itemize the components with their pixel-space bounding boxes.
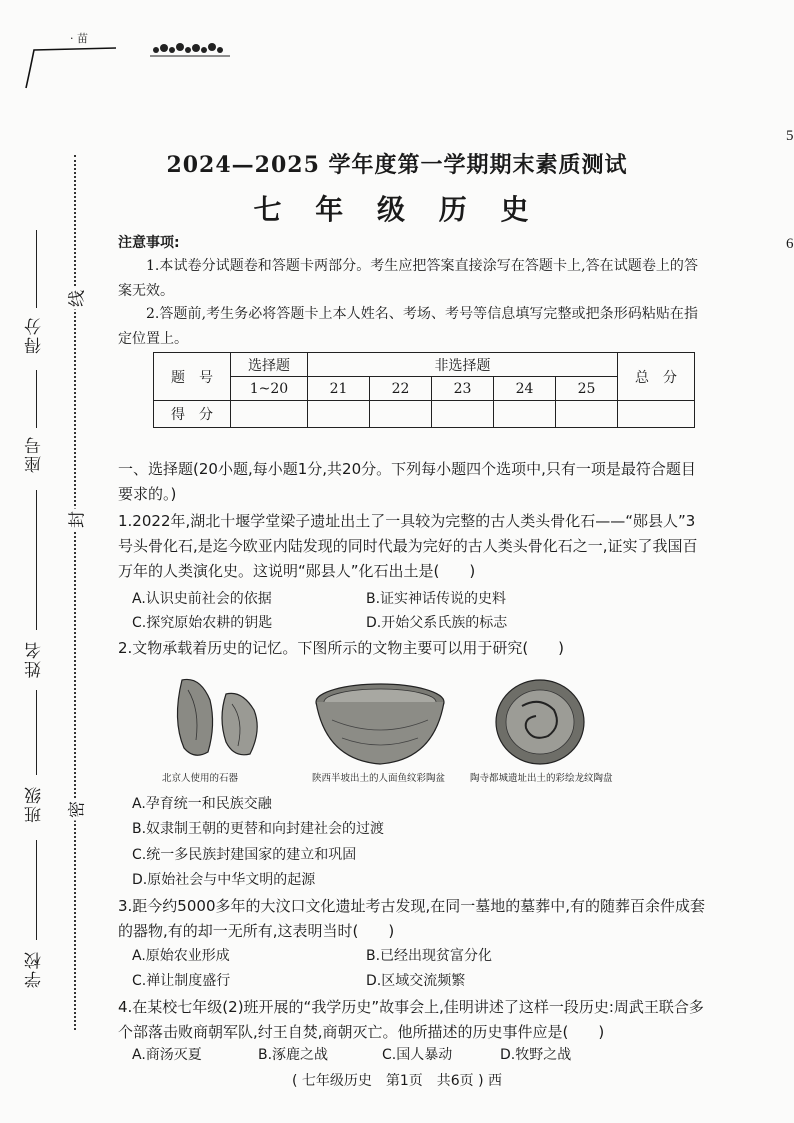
score-table xyxy=(153,352,695,428)
table-qnum-25: 25 xyxy=(556,377,618,401)
notice-item-2: 2.答题前,考生务必将答题卡上本人姓名、考场、考号等信息填写完整或把条形码粘贴在指定位置上。 xyxy=(118,306,698,347)
section-heading: 一、选择题(20小题,每小题1分,共20分。下列每小题四个选项中,只有一项是最符合题目要求的。) xyxy=(118,460,696,503)
field-seat-line xyxy=(36,370,37,428)
score-cell-total[interactable] xyxy=(618,401,695,428)
field-seat-label: 座号 xyxy=(25,435,45,473)
field-class-label: 班级 xyxy=(25,785,45,823)
question-1-stem: 1.2022年,湖北十堰学堂梁子遗址出土了一具较为完整的古人类头骨化石——“郧县人”3号头骨化石,是迄今欧亚内陆发现的同时代最为完好的古人类头骨化石之一,证实了我国百万年的人类演化史。这说明“郧县人”化石出土是( ) xyxy=(118,512,698,580)
flower-border-decoration xyxy=(150,38,230,60)
field-score-line xyxy=(36,230,37,308)
q3-option-b[interactable]: B.已经出现贫富分化 xyxy=(366,948,493,964)
q1-option-c[interactable]: C.探究原始农耕的钥匙 xyxy=(132,615,273,631)
seal-char-line: 线 xyxy=(63,288,88,310)
table-qnum-21: 21 xyxy=(308,377,370,401)
seal-char-secret: 密 xyxy=(63,799,88,821)
q4-option-d[interactable]: D.牧野之战 xyxy=(500,1047,572,1063)
dragon-plate-image xyxy=(492,676,588,768)
q1-option-d[interactable]: D.开始父系氏族的标志 xyxy=(366,615,508,631)
q3-option-d[interactable]: D.区域交流频繁 xyxy=(366,973,466,989)
table-qnum-23: 23 xyxy=(432,377,494,401)
table-choice-header: 选择题 xyxy=(231,353,308,377)
field-class-line xyxy=(36,690,37,775)
score-cell-23[interactable] xyxy=(432,401,494,428)
score-cell-choice[interactable] xyxy=(231,401,308,428)
table-label-score: 得 分 xyxy=(154,401,231,428)
q2-caption-3: 陶寺都城遗址出土的彩绘龙纹陶盘 xyxy=(470,773,613,784)
question-3-stem: 3.距今约5000多年的大汶口文化遗址考古发现,在同一墓地的墓葬中,有的随葬百余件成套的器物,有的却一无所有,这表明当时( ) xyxy=(118,897,706,940)
field-name-label: 姓名 xyxy=(25,640,45,678)
exam-title: 2024—2025 学年度第一学期期末素质测试 xyxy=(166,152,628,178)
edge-number-bottom: 6 xyxy=(786,236,794,252)
q4-option-b[interactable]: B.涿鹿之战 xyxy=(258,1047,329,1063)
field-name-line xyxy=(36,490,37,630)
q2-caption-1: 北京人使用的石器 xyxy=(162,773,239,784)
table-qnum-24: 24 xyxy=(494,377,556,401)
score-cell-21[interactable] xyxy=(308,401,370,428)
seal-char-seal: 封 xyxy=(63,509,88,531)
field-school-label: 学校 xyxy=(25,950,45,988)
question-4-stem: 4.在某校七年级(2)班开展的“我学历史”故事会上,佳明讲述了这样一段历史:周武王联合多个部落击败商朝军队,纣王自焚,商朝灭亡。他所描述的历史事件应是( ) xyxy=(118,998,704,1041)
q2-option-b[interactable]: B.奴隶制王朝的更替和向封建社会的过渡 xyxy=(132,821,385,837)
score-cell-25[interactable] xyxy=(556,401,618,428)
binding-dotted-line xyxy=(74,155,76,1030)
exam-subject: 七 年 级 历 史 xyxy=(253,193,541,226)
q2-caption-2: 陕西半坡出土的人面鱼纹彩陶盆 xyxy=(312,773,446,784)
edge-number-top: 5 xyxy=(786,128,794,144)
q2-option-d[interactable]: D.原始社会与中华文明的起源 xyxy=(132,872,316,888)
field-school-line xyxy=(36,840,37,940)
q3-option-c[interactable]: C.禅让制度盛行 xyxy=(132,973,231,989)
table-nonchoice-header: 非选择题 xyxy=(308,353,618,377)
stone-tools-image xyxy=(160,670,280,770)
corner-handwritten-mark xyxy=(20,40,120,90)
q2-option-a[interactable]: A.孕育统一和民族交融 xyxy=(132,796,272,812)
q1-option-a[interactable]: A.认识史前社会的依据 xyxy=(132,591,272,607)
table-choice-range: 1~20 xyxy=(231,377,308,401)
score-cell-24[interactable] xyxy=(494,401,556,428)
question-2-stem: 2.文物承载着历史的记忆。下图所示的文物主要可以用于研究( ) xyxy=(118,639,565,657)
table-label-question-number: 题 号 xyxy=(154,353,231,401)
score-cell-22[interactable] xyxy=(370,401,432,428)
q4-option-a[interactable]: A.商汤灭夏 xyxy=(132,1047,202,1063)
notice-item-1: 1.本试卷分试题卷和答题卡两部分。考生应把答案直接涂写在答题卡上,答在试题卷上的答案无效。 xyxy=(118,258,698,299)
notice-heading: 注意事项: xyxy=(118,235,180,251)
table-qnum-22: 22 xyxy=(370,377,432,401)
q4-option-c[interactable]: C.国人暴动 xyxy=(382,1047,453,1063)
table-total-header: 总 分 xyxy=(618,353,695,401)
page-footer: ( 七年级历史 第1页 共6页 ) 西 xyxy=(291,1073,503,1089)
painted-basin-image xyxy=(312,680,448,770)
header-fragment-text: · 苗 xyxy=(70,32,88,45)
q3-option-a[interactable]: A.原始农业形成 xyxy=(132,948,230,964)
q2-option-c[interactable]: C.统一多民族封建国家的建立和巩固 xyxy=(132,847,357,863)
field-score-label: 得分 xyxy=(25,316,45,354)
q1-option-b[interactable]: B.证实神话传说的史料 xyxy=(366,591,507,607)
